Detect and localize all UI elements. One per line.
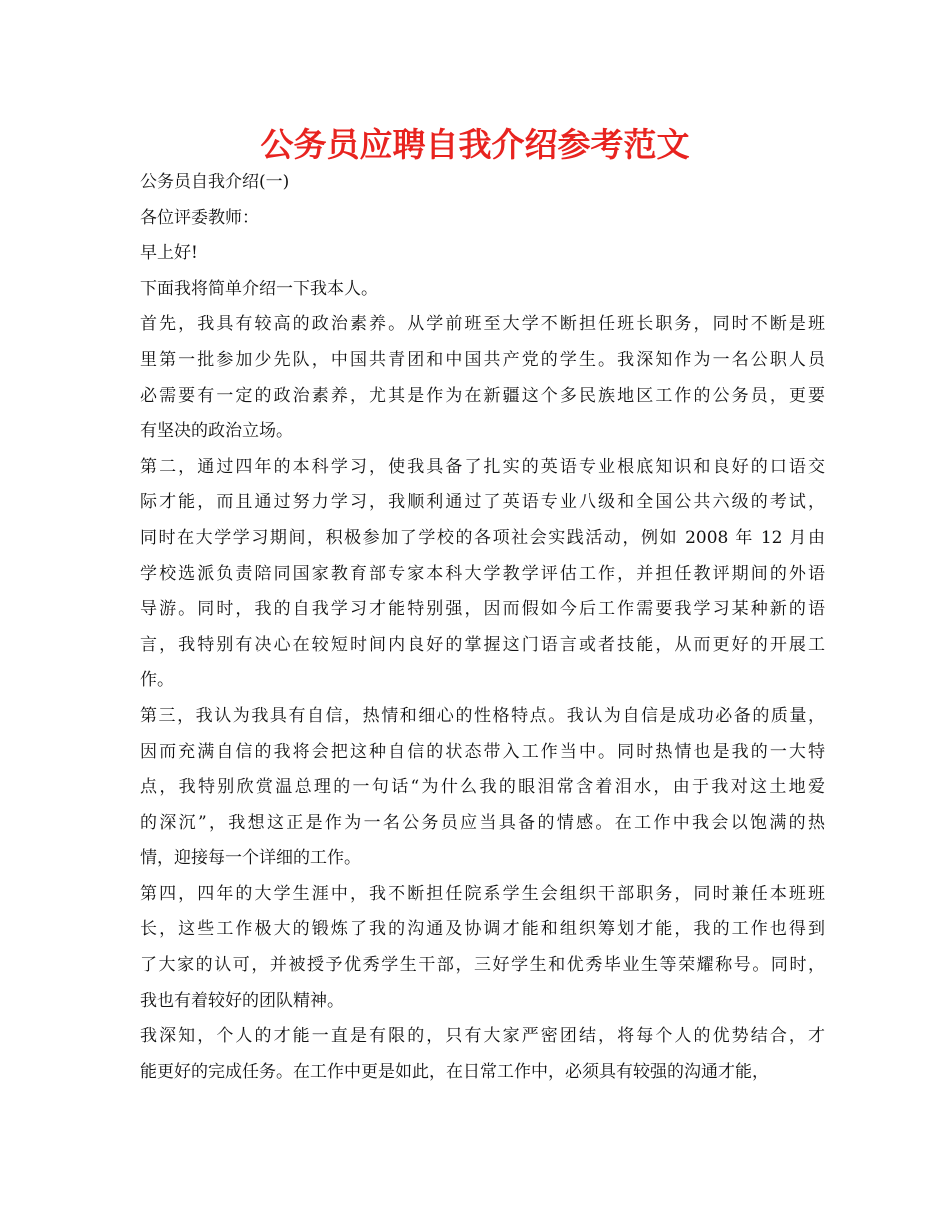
text-line: 言，我特别有决心在较短时间内良好的掌握这门语言或者技能，从而更好的开展工 (140, 634, 825, 655)
paragraph (140, 450, 825, 699)
text-line: 了大家的认可，并被授予优秀学生干部，三好学生和优秀毕业生等荣耀称号。同时， (140, 955, 825, 976)
paragraph (140, 307, 825, 449)
document-title: 公务员应聘自我介绍参考范文 (260, 125, 690, 164)
text-line: 我深知，个人的才能一直是有限的，只有大家严密团结，将每个人的优势结合，才 (140, 1026, 825, 1047)
text-line: 情，迎接每一个详细的工作。 (140, 848, 361, 869)
text-line: 能更好的完成任务。在工作中更是如此，在日常工作中，必须具有较强的沟通才能， (140, 1061, 769, 1082)
paragraph (140, 236, 825, 272)
text-line: 必需要有一定的政治素养，尤其是作为在新疆这个多民族地区工作的公务员，更要 (140, 385, 825, 406)
text-line: 下面我将简单介绍一下我本人。 (140, 278, 378, 299)
paragraph (140, 1019, 825, 1090)
text-line: 际才能，而且通过努力学习，我顺利通过了英语专业八级和全国公共六级的考试， (140, 492, 825, 513)
text-line: 的深沉”，我想这正是作为一名公务员应当具备的情感。在工作中我会以饱满的热 (140, 812, 825, 833)
text-line: 作。 (140, 670, 174, 691)
paragraph (140, 272, 825, 308)
paragraph (140, 201, 825, 237)
text-line: 里第一批参加少先队，中国共青团和中国共产党的学生。我深知作为一名公职人员 (140, 349, 825, 370)
paragraph (140, 165, 825, 201)
paragraph (140, 699, 825, 877)
document-body (140, 165, 825, 1090)
text-line: 第三，我认为我具有自信，热情和细心的性格特点。我认为自信是成功必备的质量， (140, 705, 825, 726)
text-line: 各位评委教师： (140, 207, 259, 228)
text-line: 同时在大学学习期间，积极参加了学校的各项社会实践活动，例如 2008 年 12 月由 (140, 527, 825, 548)
text-line: 我也有着较好的团队精神。 (140, 990, 344, 1011)
text-line: 学校选派负责陪同国家教育部专家本科大学教学评估工作，并担任教评期间的外语 (140, 563, 825, 584)
text-line: 导游。同时，我的自我学习才能特别强，因而假如今后工作需要我学习某种新的语 (140, 599, 825, 620)
text-line: 有坚决的政治立场。 (140, 421, 293, 442)
text-line: 因而充满自信的我将会把这种自信的状态带入工作当中。同时热情也是我的一大特 (140, 741, 825, 762)
paragraph (140, 877, 825, 1019)
text-line: 第四，四年的大学生涯中，我不断担任院系学生会组织干部职务，同时兼任本班班 (140, 883, 825, 904)
text-line: 点，我特别欣赏温总理的一句话“为什么我的眼泪常含着泪水，由于我对这土地爱 (140, 777, 825, 798)
text-line: 第二，通过四年的本科学习，使我具备了扎实的英语专业根底知识和良好的口语交 (140, 456, 825, 477)
text-line: 首先，我具有较高的政治素养。从学前班至大学不断担任班长职务，同时不断是班 (140, 314, 825, 335)
text-line: 早上好! (140, 243, 198, 264)
text-line: 公务员自我介绍(一) (140, 172, 290, 192)
text-line: 长，这些工作极大的锻炼了我的沟通及协调才能和组织筹划才能，我的工作也得到 (140, 919, 825, 940)
